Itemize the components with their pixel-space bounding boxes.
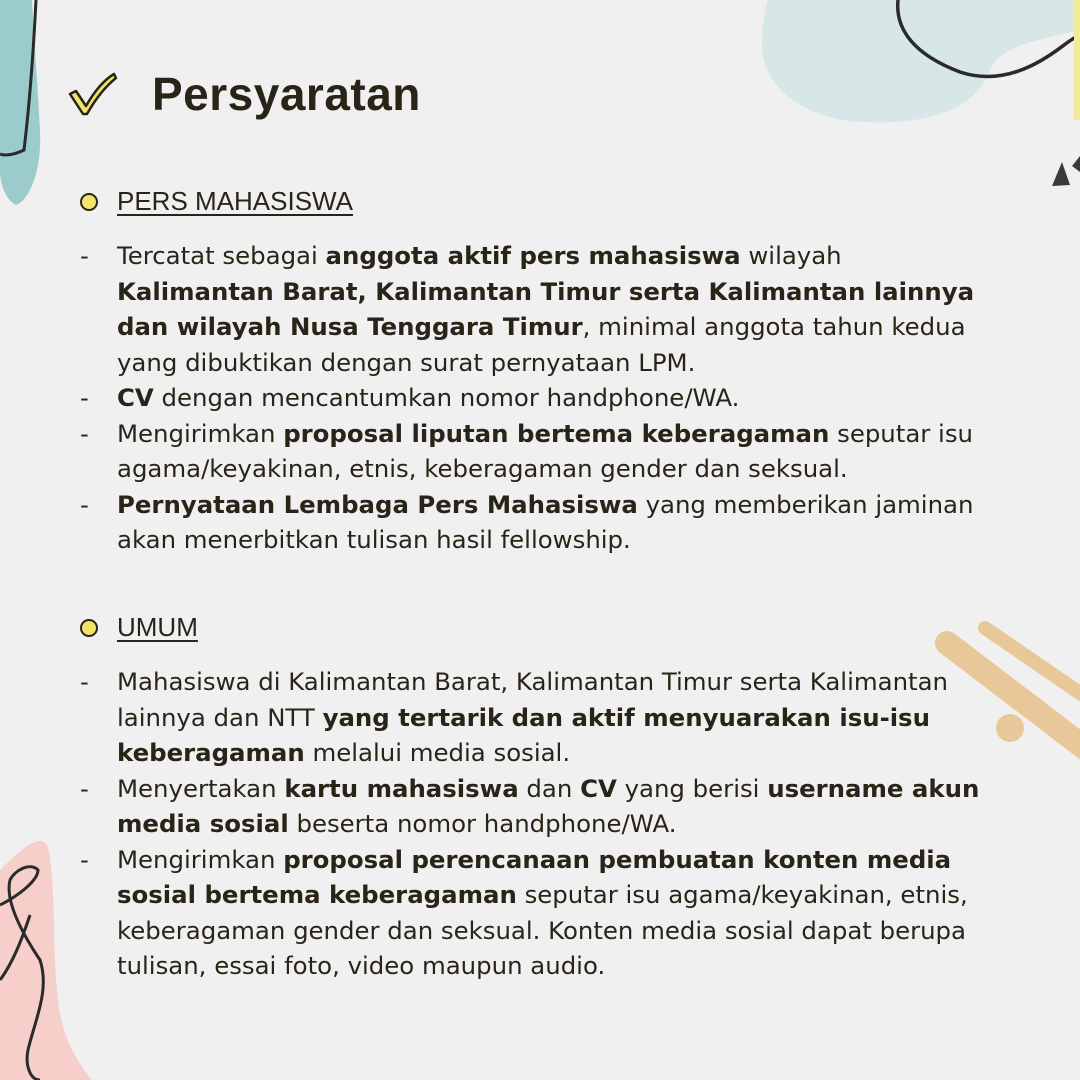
requirement-item [80,771,980,842]
bold-text: proposal liputan bertema keberagaman [283,418,830,448]
text: yang memberikan jaminan akan menerbitkan tulisan hasil fellowship. [117,489,974,554]
bold-text: Kalimantan Barat, Kalimantan Timur serta Kalimantan lainnya dan wilayah Nusa Tenggara Timur [117,276,975,341]
dash-bullet: - [80,383,89,412]
pink-blob-bottom-left [0,841,92,1080]
text: Mahasiswa di Kalimantan Barat, Kalimantan Timur serta Kalimantan lainnya dan NTT [117,667,948,732]
dash-bullet: - [80,489,89,519]
requirement-item [80,416,980,487]
text: melalui media sosial. [304,738,571,767]
pers-mahasiswa-requirements [80,238,980,558]
circle-bullet-icon [80,619,98,637]
dash-bullet: - [80,667,89,696]
requirement-item [80,380,980,416]
section-title: UMUM [117,612,198,642]
circle-bullet-icon [80,193,98,211]
text: Mengirimkan [117,844,284,874]
dash-bullet: - [80,418,89,448]
bold-text: CV [117,383,154,412]
text: yang berisi [616,773,768,803]
check-icon [66,68,118,120]
teal-blob-top-left [0,0,40,205]
section-heading-pers-mahasiswa [80,186,353,217]
section-heading-umum [80,612,198,643]
requirement-item [80,238,980,380]
text: , minimal anggota tahun kedua yang dibuktikan dengan surat pernyataan LPM. [117,312,966,377]
dash-bullet: - [80,241,89,270]
text: seputar isu agama/keyakinan, etnis, keberagaman gender dan seksual. [117,418,973,483]
requirement-item [80,664,980,771]
requirement-item [80,842,980,984]
text: Tercatat sebagai [117,241,326,270]
bold-text: yang tertarik dan aktif menyuarakan isu-isu keberagaman [117,702,930,767]
umum-requirements [80,664,980,984]
bold-text: proposal perencanaan pembuatan konten media sosial bertema keberagaman [117,844,952,909]
bold-text: anggota aktif pers mahasiswa [325,241,741,270]
requirement-item [80,487,980,558]
text: seputar isu agama/keyakinan, etnis, keberagaman gender dan seksual. Konten media sosial dapat berupa tulisan, essai foto, video maupun audio. [117,880,968,980]
text: dan [518,773,581,803]
text: wilayah [740,241,842,270]
teal-blob-top-right [762,0,1080,186]
bold-text: username akun media sosial [117,773,980,838]
title-row [66,62,421,126]
section-title: PERS MAHASISWA [117,186,353,216]
text: beserta nomor handphone/WA. [288,809,677,838]
bold-text: CV [580,773,617,803]
bold-text: Pernyataan Lembaga Pers Mahasiswa [117,489,638,519]
text: Mengirimkan [117,418,284,448]
text: dengan mencantumkan nomor handphone/WA. [153,383,740,412]
page-title: Persyaratan [152,68,421,120]
text: Menyertakan [117,773,285,803]
bold-text: kartu mahasiswa [284,773,519,803]
dash-bullet: - [80,844,89,874]
dash-bullet: - [80,773,89,803]
